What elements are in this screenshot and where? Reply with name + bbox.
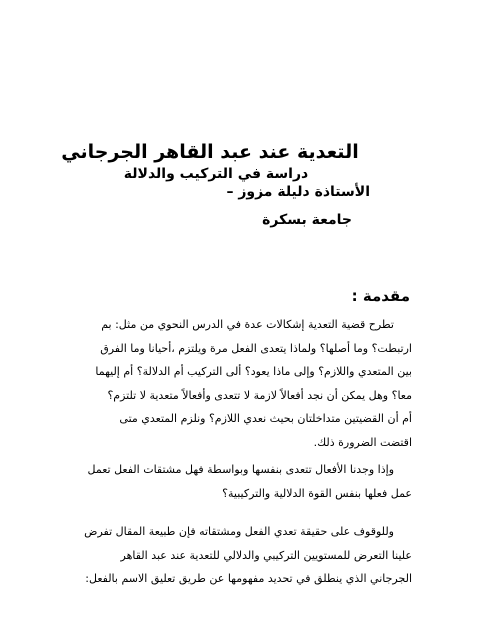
author-name: الأستاذة دليلة مزوز –	[226, 184, 370, 200]
author-affiliation: جامعة بسكرة	[262, 212, 352, 228]
paragraph-line: بين المتعدي واللازم؟ وإلى ماذا يعود؟ ألى التركيب أم الدلالة؟ أم إليهما	[95, 365, 412, 378]
paragraph-2	[62, 458, 412, 505]
paragraph-line: الجرجاني الذي ينطلق في تحديد مفهومها عن طريق تعليق الاسم بالفعل:	[85, 572, 412, 585]
paragraph-line: وللوقوف على حقيقة تعدي الفعل ومشتقاته فإن طبيعة المقال تفرض	[84, 525, 394, 538]
paragraph-line: عمل فعلها بنفس القوة الدلالية والتركيبية؟	[222, 486, 412, 500]
paragraph-line: تطرح قضية التعدية إشكالات عدة في الدرس النحوي من مثل: بم	[101, 318, 394, 331]
paragraph-line: اقتضت الضرورة ذلك.	[313, 435, 412, 449]
paragraph-3	[62, 520, 412, 591]
paragraph-line: وإذا وجدنا الأفعال تتعدى بنفسها وبواسطة فهل مشتقات الفعل تعمل	[87, 463, 394, 476]
paragraph-line: أم أن القضيتين متداخلتان بحيث نعدي اللازم؟ ونلزم المتعدي متى	[119, 412, 412, 425]
paragraph-line: ارتبطت؟ وما أصلها؟ ولماذا يتعدى الفعل مرة ويلتزم ،أحيانا وما الفرق	[100, 341, 412, 355]
paragraph-1	[62, 313, 412, 454]
paragraph-line: معا؟ وهل يمكن أن نجد أفعالاً لازمة لا تتعدى وأفعالاً متعدية لا تلتزم؟	[107, 388, 412, 402]
paragraph-line: علينا التعرض للمستويين التركيبي والدلالي للتعدية عند عبد القاهر	[120, 548, 412, 562]
document-subtitle: دراسة في التركيب والدلالة	[123, 166, 309, 182]
intro-heading: مقدمة :	[351, 287, 410, 305]
document-title: التعدية عند عبد القاهر الجرجاني	[61, 141, 359, 163]
